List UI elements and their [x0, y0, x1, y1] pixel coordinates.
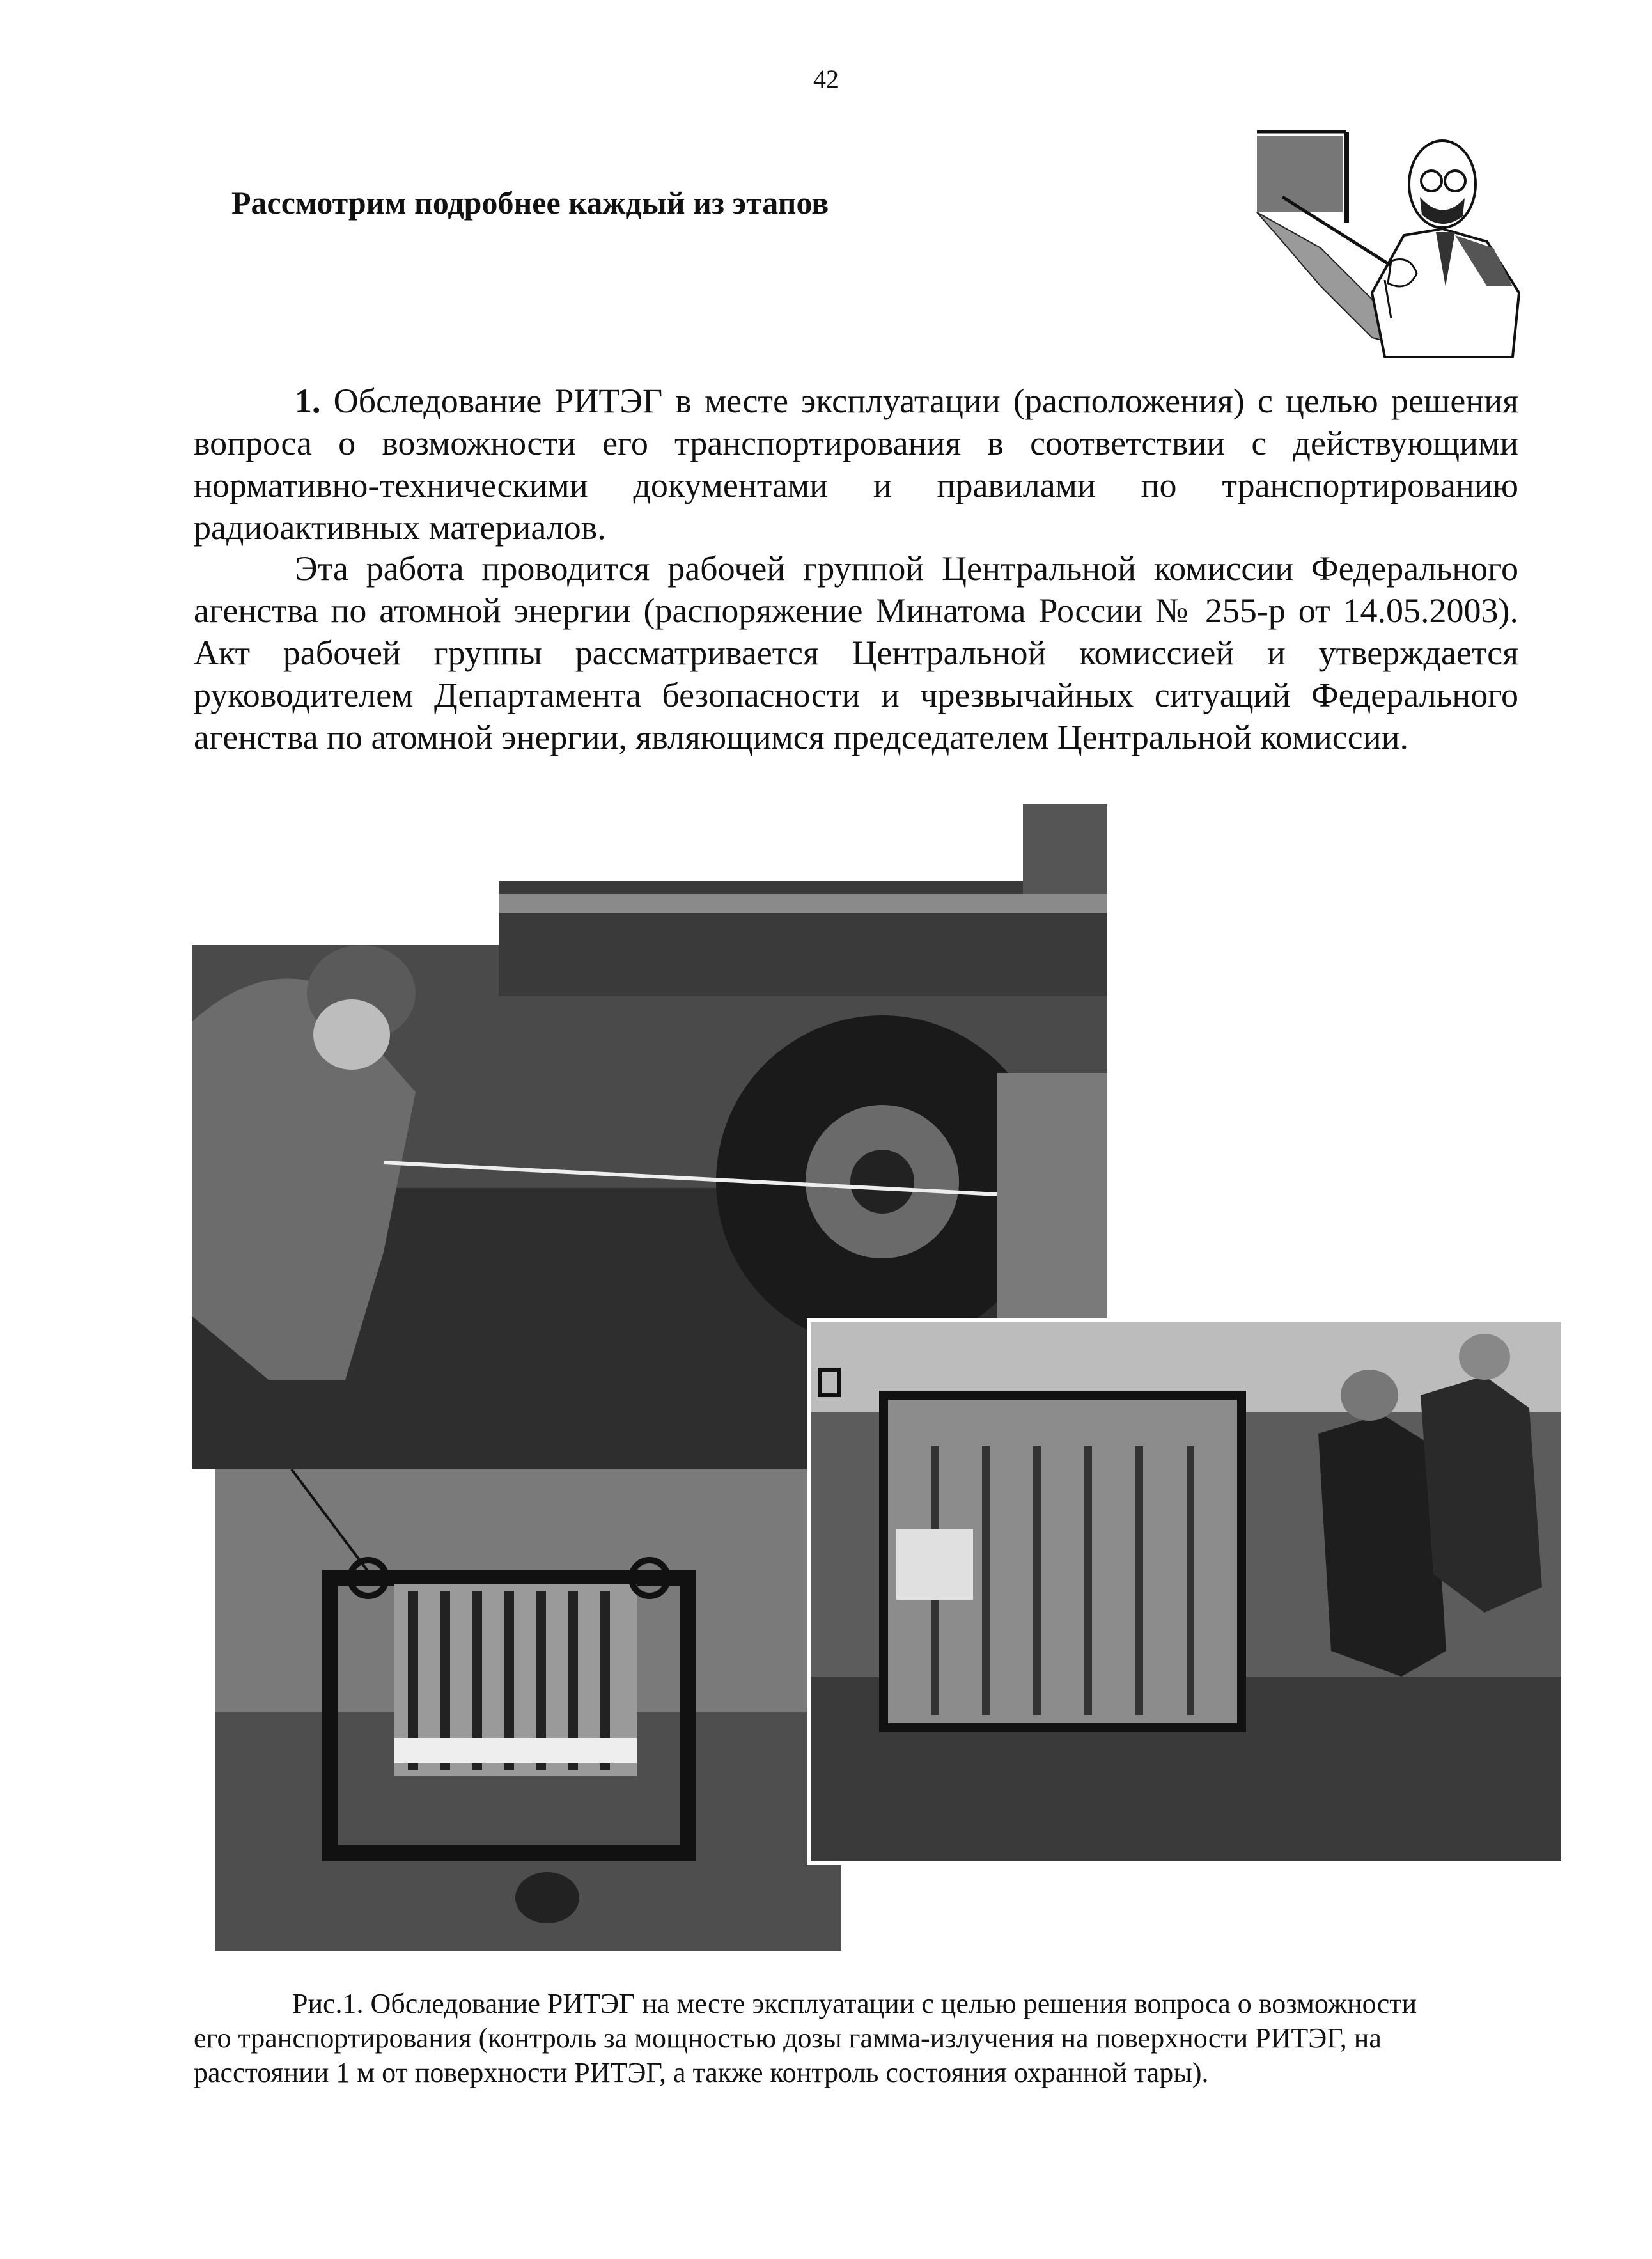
section-heading: Рассмотрим подробнее каждый из этапов: [231, 185, 829, 221]
section-1-number: 1.: [295, 382, 321, 420]
figure-caption: [194, 1987, 1492, 2090]
figure-caption-line-1: Рис.1. Обследование РИТЭГ на месте эксплуатации с целью решения вопроса о возможности: [292, 1988, 1417, 2019]
body-paragraph-2: Эта работа проводится рабочей группой Центральной комиссии Федерального агенства по атомной энергии (распоряжение Минатома России № 255-р от 14.05.2003). Акт рабочей группы рассматривается Центральной комиссией и утверждается руководителем Департамента безопасности и чрезвычайных ситуаций Федерального агенства по атомной энергии, являющимся председателем Центральной комиссии.: [194, 549, 1518, 756]
figure-caption-rest: его транспортирования (контроль за мощностью дозы гамма-излучения на поверхности РИТЭГ, на расстоянии 1 м от поверхности РИТЭГ, а также контроль состояния охранной тары).: [194, 2022, 1382, 2088]
lecturer-illustration: [1244, 127, 1538, 360]
photo-inspection-workers: [807, 1318, 1565, 1865]
section-1-text: Обследование РИТЭГ в месте эксплуатации (расположения) с целью решения вопроса о возможности его транспортирования в соответствии с действующими нормативно-техническими документами и правилами по транспортированию радиоактивных материалов.: [194, 382, 1518, 547]
section-1-paragraph: [194, 380, 1518, 549]
photo-rtg-container: [215, 1469, 841, 1951]
page-number: 42: [813, 65, 839, 93]
